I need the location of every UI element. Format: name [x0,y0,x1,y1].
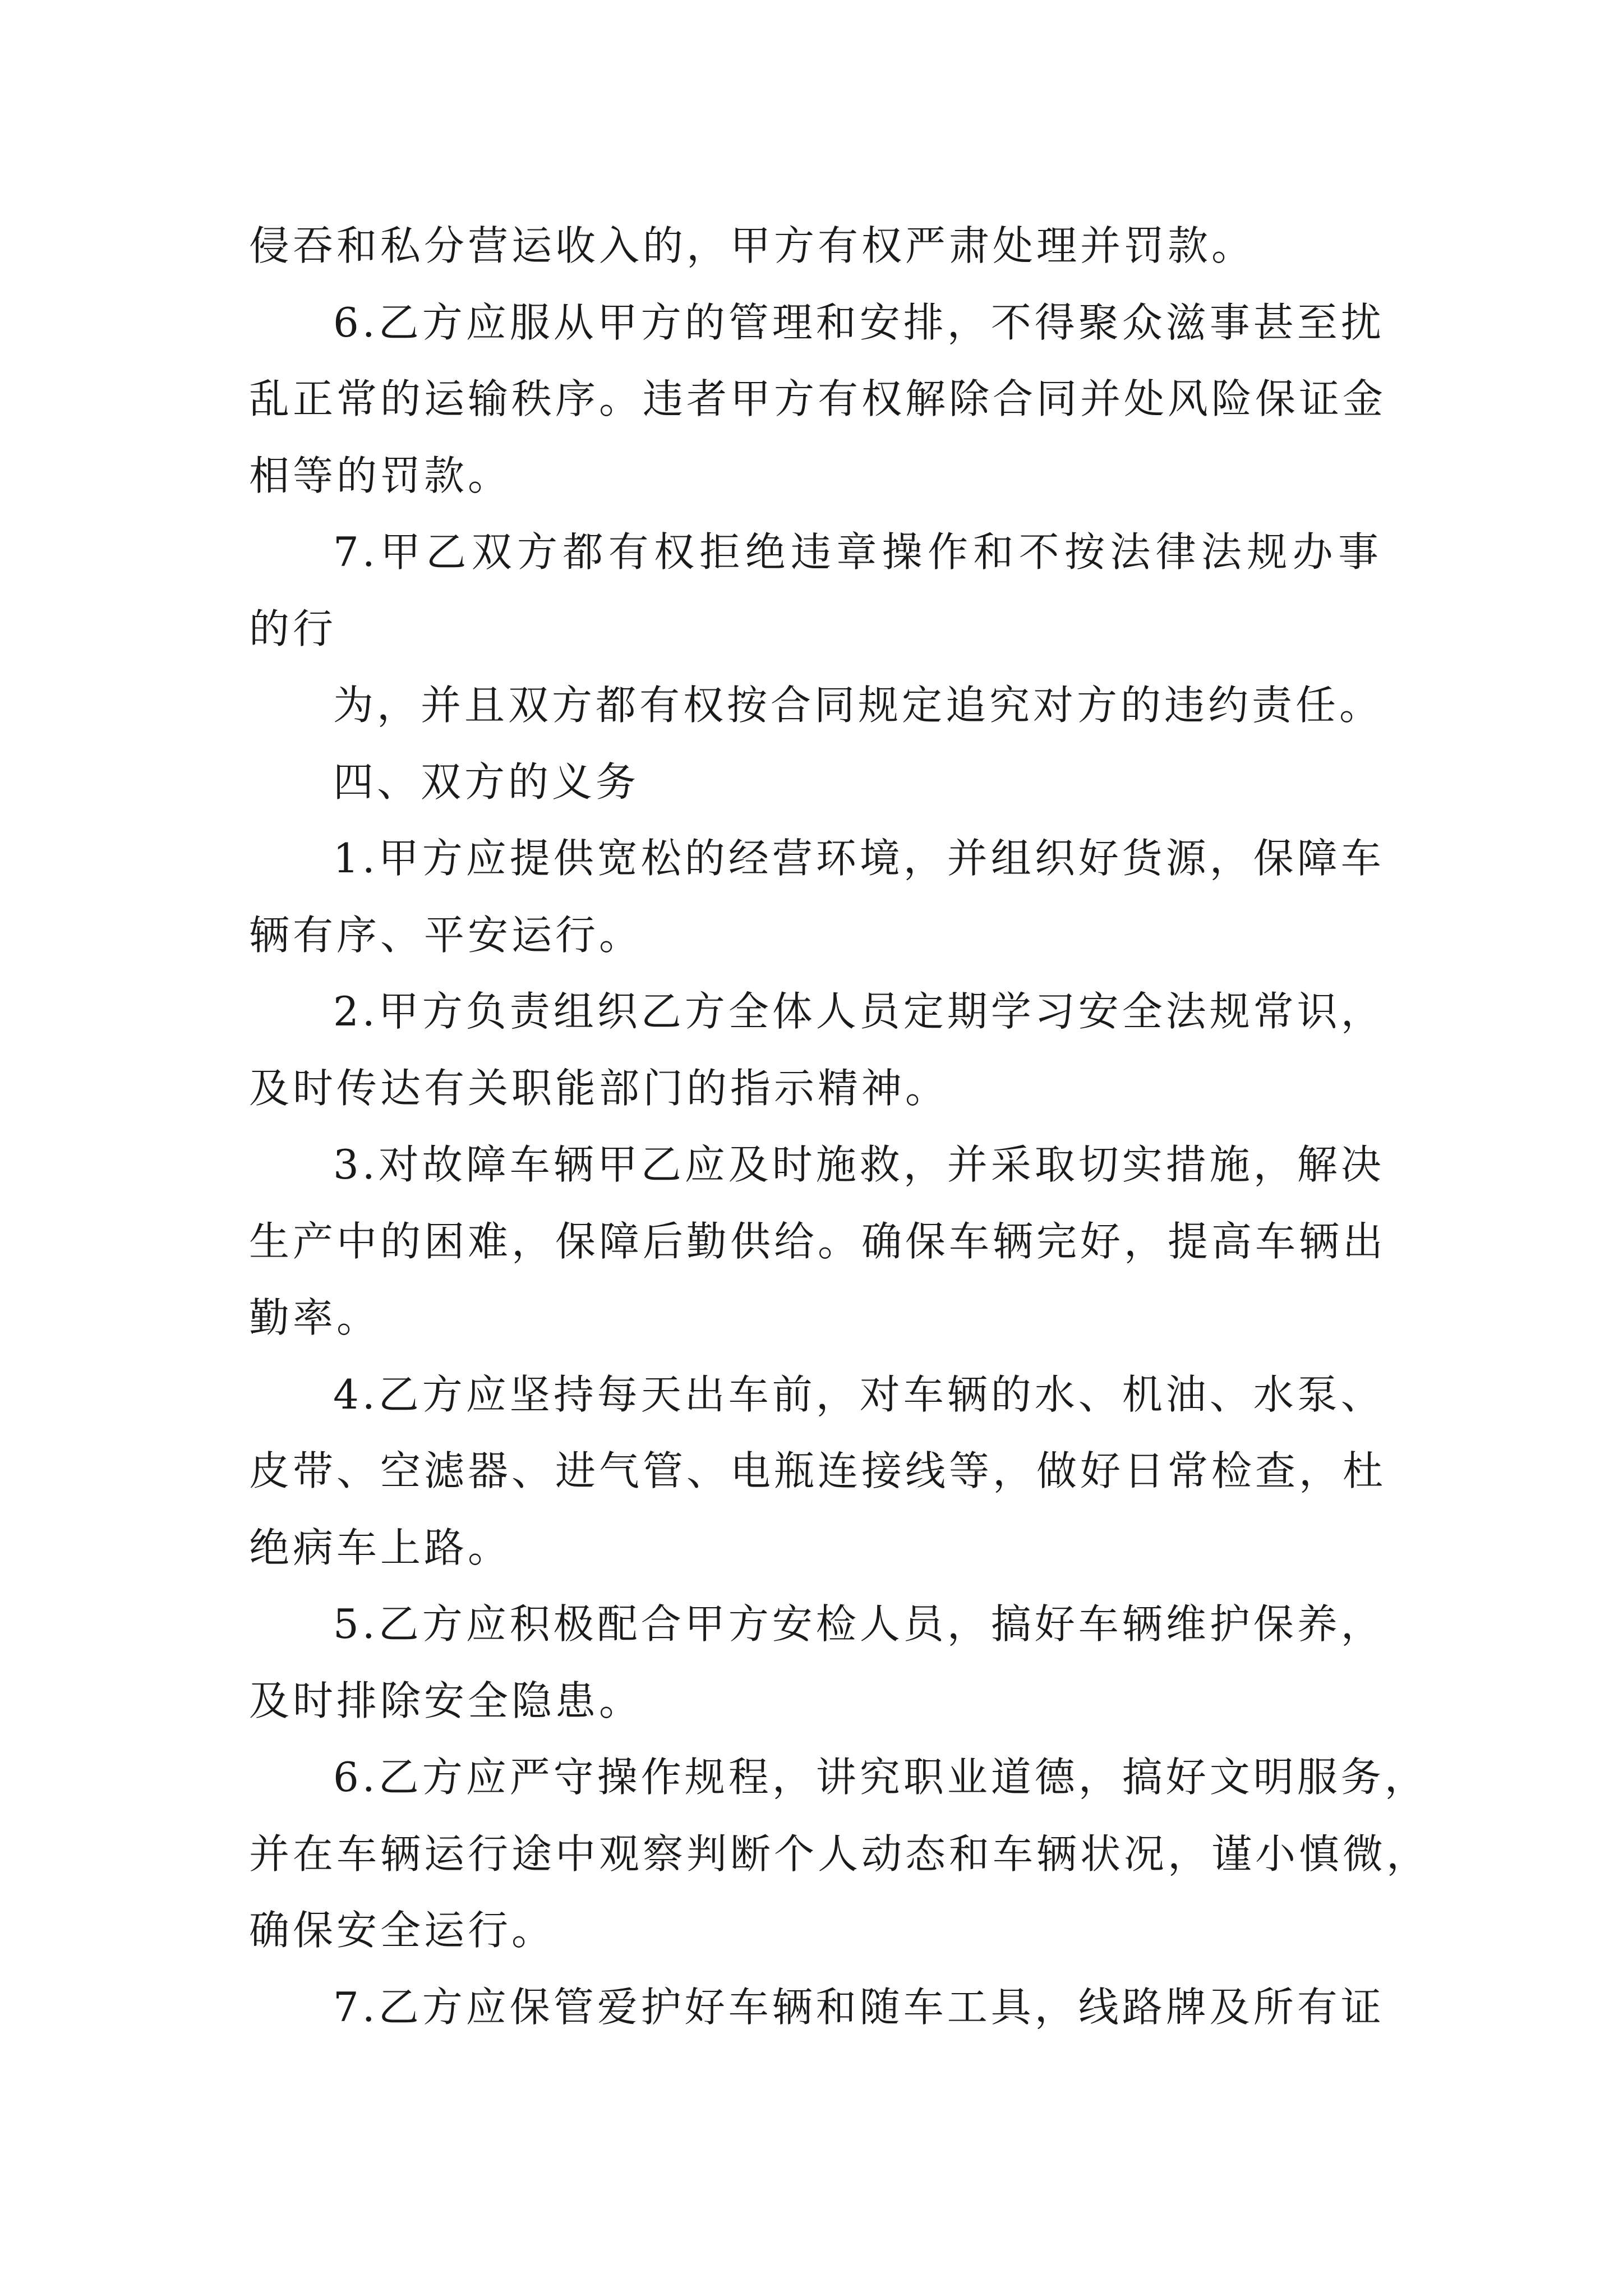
text-line: 7.甲乙双方都有权拒绝违章操作和不按法律法规办事 [333,528,1382,576]
text-line: 确保安全运行。 [249,1907,556,1954]
text-line: 为，并且双方都有权按合同规定追究对方的违约责任。 [333,682,1384,729]
text-line: 3.对故障车辆甲乙应及时施救，并采取切实措施，解决 [333,1141,1385,1188]
text-line: 勤率。 [249,1294,381,1341]
text-line: 4.乙方应坚持每天出车前，对车辆的水、机油、水泵、 [333,1370,1385,1418]
text-line: 及时排除安全隐患。 [249,1677,643,1724]
text-line: 7.乙方应保管爱护好车辆和随车工具，线路牌及所有证 [333,1983,1385,2031]
text-line: 生产中的困难，保障后勤供给。确保车辆完好，提高车辆出 [249,1217,1387,1265]
text-line: 侵吞和私分营运收入的，甲方有权严肃处理并罚款。 [249,222,1256,269]
text-line: 辆有序、平安运行。 [249,911,643,959]
text-line: 的行 [249,605,337,652]
text-line: 四、双方的义务 [333,758,640,806]
text-line: 6.乙方应服从甲方的管理和安排，不得聚众滋事甚至扰 [333,298,1385,346]
text-line: 并在车辆运行途中观察判断个人动态和车辆状况，谨小慎微， [249,1830,1431,1878]
text-line: 绝病车上路。 [249,1524,512,1571]
text-line: 乱正常的运输秩序。违者甲方有权解除合同并处风险保证金 [249,375,1387,422]
text-line: 及时传达有关职能部门的指示精神。 [249,1064,949,1112]
text-line: 相等的罚款。 [249,452,512,499]
text-line: 6.乙方应严守操作规程，讲究职业道德，搞好文明服务， [333,1754,1428,1801]
document-body [249,208,1431,2045]
text-line: 2.甲方负责组织乙方全体人员定期学习安全法规常识， [333,988,1385,1035]
text-line: 皮带、空滤器、进气管、电瓶连接线等，做好日常检查，杜 [249,1447,1387,1494]
text-line: 1.甲方应提供宽松的经营环境，并组织好货源，保障车 [333,835,1385,882]
text-line: 5.乙方应积极配合甲方安检人员，搞好车辆维护保养， [333,1600,1385,1648]
